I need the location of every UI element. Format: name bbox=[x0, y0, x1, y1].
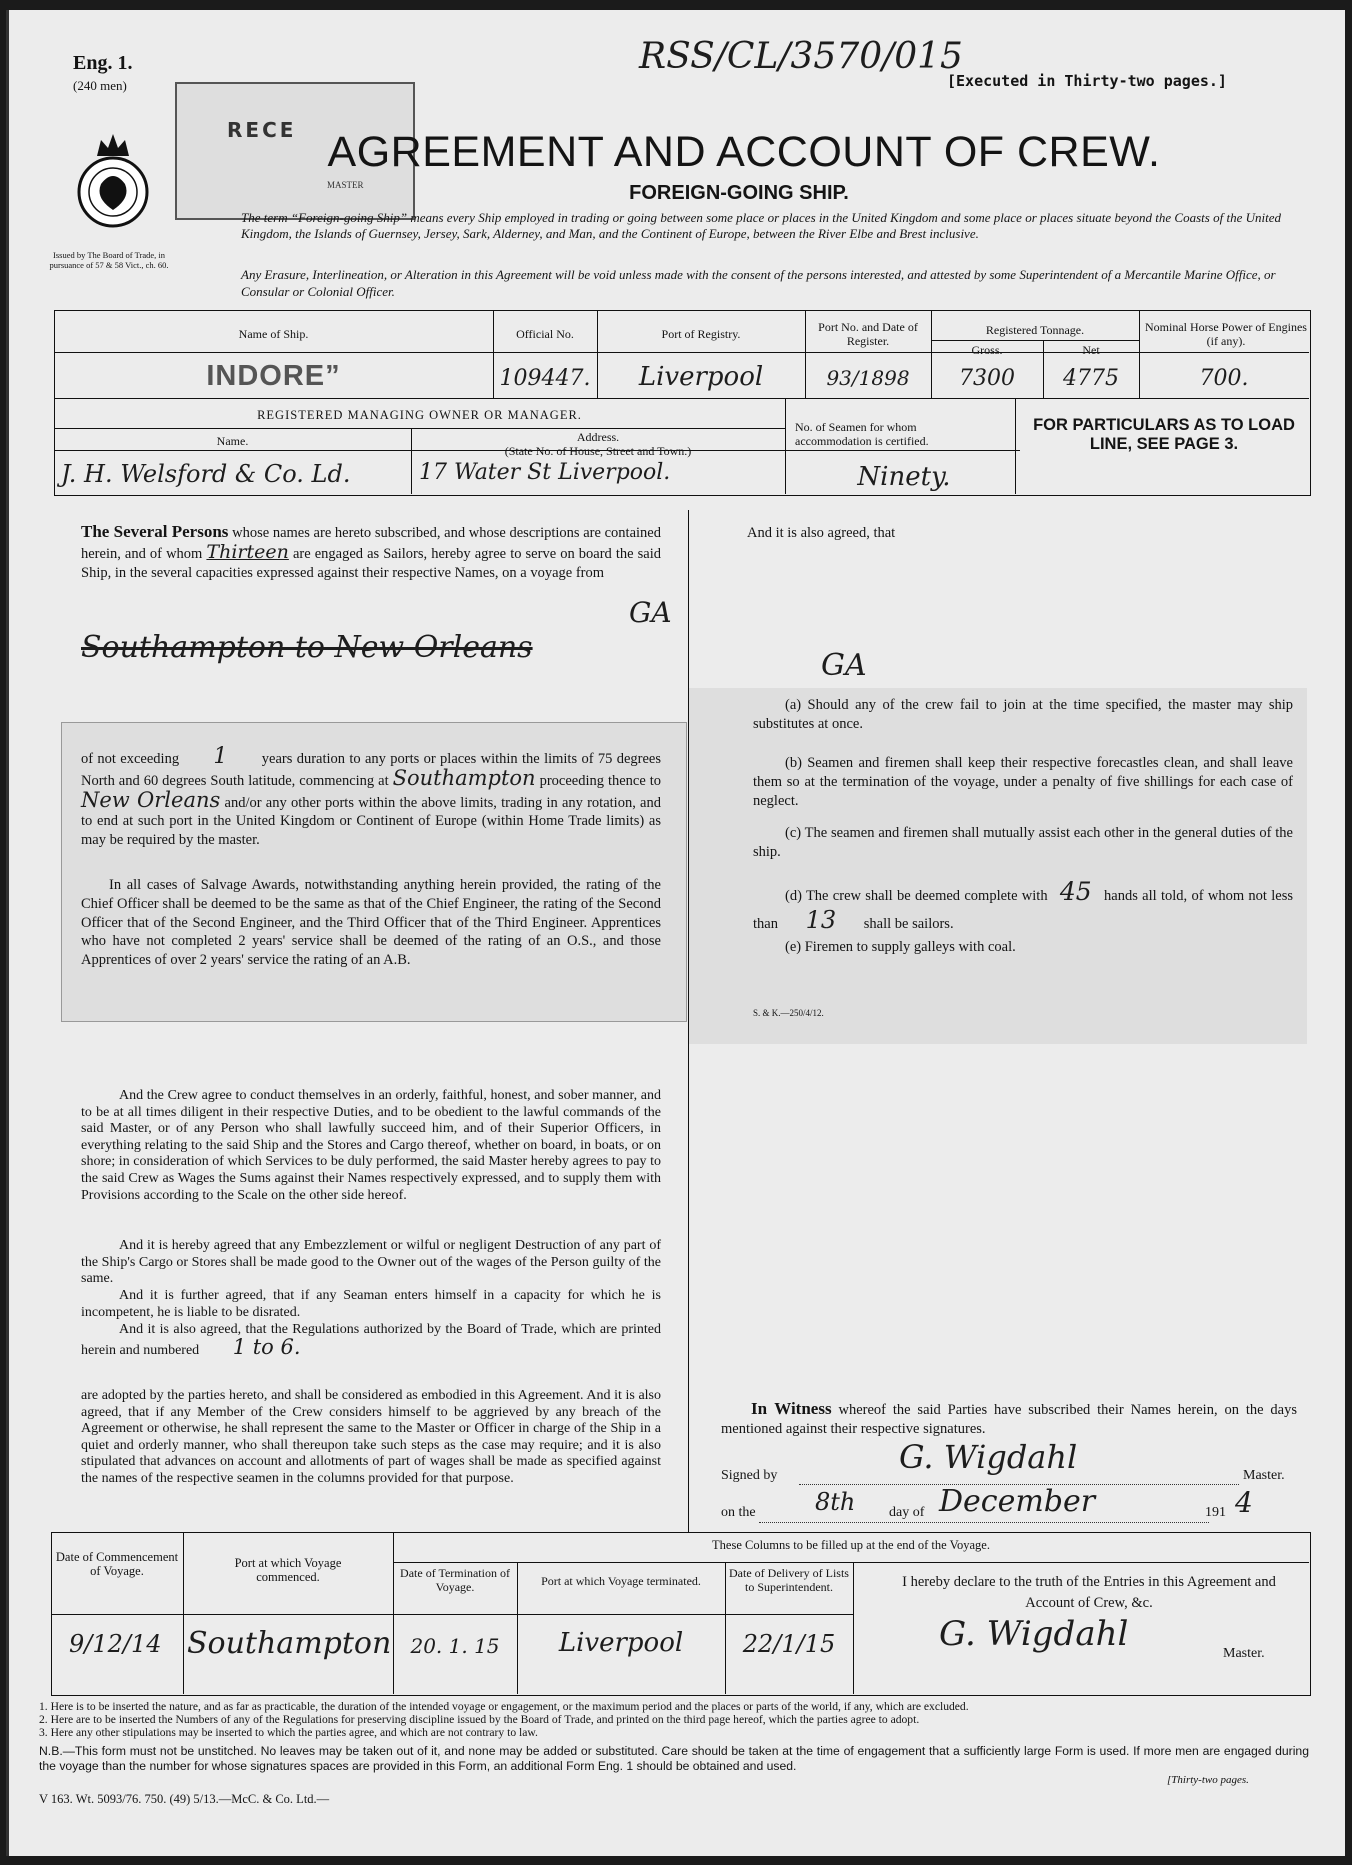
header-port-terminated: Port at which Voyage terminated. bbox=[541, 1574, 701, 1588]
issued-by: Issued by The Board of Trade, in pursuance of 57 & 58 Vict., ch. 60. bbox=[49, 250, 169, 270]
form-code: Eng. 1. bbox=[73, 52, 133, 74]
embezzlement-paragraph: And it is hereby agreed that any Embezzlement or wilful or negligent Destruction of any part of the Ship's Cargo or Stores shall be made good to the Owner out of the wages of the Person guilty of the same. bbox=[81, 1238, 661, 1287]
salvage-paragraph: In all cases of Salvage Awards, notwithstanding anything herein provided, the rating of the Chief Officer shall be deemed to be the same as that of the Chief Engineer, the rating of the Second Officer that of the Second Engineer, and the Third Officer that of the Third Engineer. Apprentices who have not completed 2 years' service shall be deemed of the rating of an O.S., and those Apprentices of over 2 years' service the rating of an A.B. bbox=[81, 877, 661, 969]
master-label: Master. bbox=[1243, 1468, 1285, 1483]
gross-value: 7300 bbox=[959, 366, 1015, 391]
grievance-paragraph: are adopted by the parties hereto, and shall be considered as embodied in this Agreement. And it is also agreed, that if any Member of the Crew considers himself to be aggrieved by any breach of the Agreement or otherwise, he shall represent the same to the Master or Officer in charge of the Ship in a quiet and orderly manner, who shall thereupon take such steps as the case may require; and it is also stipulated that advances on account and allotments of part of wages shall be made as specified against the names of the respective seamen in the columns provided for that purpose. bbox=[81, 1388, 661, 1486]
stamp-master: MASTER bbox=[327, 180, 364, 190]
official-no-value: 109447. bbox=[499, 366, 591, 391]
min-sailors-count: 13 bbox=[805, 906, 837, 934]
seamen-label: No. of Seamen for whom accommodation is certified. bbox=[795, 420, 929, 448]
header-delivery: Date of Delivery of Lists to Superintendent. bbox=[729, 1566, 849, 1594]
thirty-two-pages: [Thirty-two pages. bbox=[1167, 1774, 1249, 1786]
document-subtitle: FOREIGN-GOING SHIP. bbox=[629, 182, 849, 204]
year-prefix: 191 bbox=[1205, 1505, 1226, 1520]
commence-date-value: 9/12/14 bbox=[69, 1630, 162, 1658]
clause-d: (d) The crew shall be deemed complete with 45 hands all told, of whom not less than 13 shall be sailors. bbox=[753, 877, 1293, 934]
header-ship-name: Name of Ship. bbox=[238, 327, 309, 341]
clause-c: (c) The seamen and firemen shall mutually assist each other in the general duties of the ship. bbox=[753, 825, 1293, 860]
footnote-1: 1. Here is to be inserted the nature, and as far as practicable, the duration of the intended voyage or engagement, or the maximum period and the places or parts of the world, if any, which are excluded. bbox=[39, 1700, 969, 1713]
reference-number: RSS/CL/3570/015 bbox=[639, 36, 963, 77]
print-line: V 163. Wt. 5093/76. 750. (49) 5/13.—McC. & Co. Ltd.— bbox=[39, 1792, 330, 1806]
voyage-duration-paragraph: of not exceeding 1 years duration to any ports or places within the limits of 75 degrees North and 60 degrees South latitude, commencing at Southampton proceeding thence to New Orleans and/or any other ports within the above limits, trading in any rotation, and to end at such port in the United Kingdom or Continent of Europe (within Home Trade limits) as may be required by the master. bbox=[81, 744, 662, 849]
regulations-paragraph: And it is also agreed, that the Regulations authorized by the Board of Trade, which are printed herein and numbered 1 to 6. bbox=[81, 1322, 661, 1359]
owner-header: REGISTERED MANAGING OWNER OR MANAGER. bbox=[257, 408, 582, 422]
nb-note: N.B.—This form must not be unstitched. No leaves may be taken out of it, and none may be added or substituted. Care should be taken at the time of engagement that a sufficiently large Form is used. If more men are engaged during the voyage than the number for whose signatures spaces are provided in this Form, an additional Form Eng. 1 should be obtained and used. bbox=[39, 1744, 1309, 1773]
year-suffix: 4 bbox=[1235, 1486, 1253, 1519]
header-tonnage: Registered Tonnage. bbox=[985, 323, 1085, 337]
stamp-text: RECE bbox=[227, 118, 297, 142]
header-port-commenced: Port at which Voyage commenced. bbox=[234, 1556, 342, 1584]
conduct-paragraph: And the Crew agree to conduct themselves in an orderly, faithful, honest, and sober manner, and to be at all times diligent in their respective Duties, and to be obedient to the lawful commands of the said Master, or of any Person who shall lawfully succeed him, and of their Superior Officers, in everything relating to the said Ship and the Stores and Cargo thereof, whether on board, in boats, or on shore; in consideration of which Services to be duly performed, the said Master hereby agrees to pay to the said Crew as Wages the Sums against their Names respectively expressed, and to supply them with Provisions according to the Scale on the other side hereof. bbox=[81, 1088, 661, 1203]
document-title: AGREEMENT AND ACCOUNT OF CREW. bbox=[327, 128, 1161, 176]
end-voyage-note: These Columns to be filled up at the end of the Voyage. bbox=[712, 1538, 990, 1552]
ship-name-value: INDORE” bbox=[206, 360, 341, 392]
initials-right: GA bbox=[821, 648, 867, 683]
declaration-master-label: Master. bbox=[1223, 1646, 1265, 1661]
definition-foreign-going: The term “Foreign-going Ship” means every Ship employed in trading or going between some place or places in the United Kingdom and some place or places situate beyond the Coasts of the United Kingdom, the Islands of Guernsey, Jersey, Sark, Alderney, and Man, and the Continent of Europe, between the River Elbe and Brest inclusive. bbox=[241, 210, 1281, 241]
header-port-registry: Port of Registry. bbox=[661, 327, 741, 341]
footnote-3: 3. Here any other stipulations may be inserted to which the parties agree, and which are not contrary to law. bbox=[39, 1726, 538, 1739]
declaration-text: I hereby declare to the truth of the Entries in this Agreement and Account of Crew, &c. bbox=[902, 1574, 1276, 1611]
printer-mark: S. & K.—250/4/12. bbox=[753, 1008, 824, 1018]
port-no-value: 93/1898 bbox=[826, 366, 910, 390]
declaration-signature: G. Wigdahl bbox=[939, 1614, 1129, 1654]
day-of-label: day of bbox=[889, 1505, 925, 1520]
destination-port: New Orleans bbox=[81, 787, 221, 812]
royal-crest-icon bbox=[73, 126, 153, 236]
header-port-no: Port No. and Date of Register. bbox=[818, 320, 918, 348]
regulations-numbers: 1 to 6. bbox=[232, 1334, 301, 1359]
executed-note: [Executed in Thirty-two pages.] bbox=[947, 72, 1227, 90]
persons-heading: The Several Persons bbox=[81, 522, 229, 541]
seamen-count-value: Ninety. bbox=[857, 462, 951, 492]
on-the-label: on the bbox=[721, 1505, 756, 1520]
pasted-clauses-slip bbox=[689, 688, 1307, 1044]
sign-day: 8th bbox=[815, 1488, 856, 1516]
owner-name-label: Name. bbox=[216, 434, 249, 448]
sailors-count: Thirteen bbox=[206, 540, 289, 563]
header-net: Net bbox=[1082, 343, 1100, 357]
document-page bbox=[6, 10, 1345, 1856]
duration-years: 1 bbox=[213, 744, 228, 769]
master-signature: G. Wigdahl bbox=[899, 1438, 1078, 1476]
witness-paragraph: In Witness whereof the said Parties have subscribed their Names herein, on the days mentioned against their respective signatures. bbox=[721, 1399, 1298, 1437]
clause-a: (a) Should any of the crew fail to join at the time specified, the master may ship substitutes at once. bbox=[753, 697, 1293, 732]
hands-count: 45 bbox=[1059, 877, 1092, 906]
header-official-no: Official No. bbox=[516, 327, 574, 341]
struck-route: Southampton to New Orleans bbox=[81, 630, 533, 665]
load-line-note: FOR PARTICULARS AS TO LOAD LINE, SEE PAGE 3. bbox=[1033, 416, 1295, 453]
header-horse-power: Nominal Horse Power of Engines (if any). bbox=[1145, 320, 1307, 348]
header-termination: Date of Termination of Voyage. bbox=[400, 1566, 510, 1594]
clause-b: (b) Seamen and firemen shall keep their respective forecastles clean, and shall leave them so at the termination of the voyage, under a penalty of five shillings for each case of neglect. bbox=[753, 755, 1293, 809]
commence-port: Southampton bbox=[392, 765, 536, 790]
initials-left: GA bbox=[629, 596, 672, 629]
footnote-2: 2. Here are to be inserted the Numbers of any of the Regulations for preserving discipline issued by the Board of Trade, and printed on the third page hereof, which the parties agree to adopt. bbox=[39, 1713, 920, 1726]
signed-by-label: Signed by bbox=[721, 1468, 778, 1483]
witness-heading: In Witness bbox=[751, 1399, 832, 1418]
disrated-paragraph: And it is further agreed, that if any Seaman enters himself in a capacity for which he is incompetent, he is liable to be disrated. bbox=[81, 1288, 661, 1320]
net-value: 4775 bbox=[1063, 366, 1119, 391]
port-commenced-value: Southampton bbox=[187, 1626, 392, 1661]
owner-address-label: Address. (State No. of House, Street and Town.) bbox=[504, 430, 692, 458]
header-gross: Gross. bbox=[971, 343, 1003, 357]
sign-month: December bbox=[939, 1484, 1096, 1519]
clause-e: (e) Firemen to supply galleys with coal. bbox=[785, 939, 1016, 955]
also-agreed: And it is also agreed, that bbox=[747, 525, 896, 541]
owner-name-value: J. H. Welsford & Co. Ld. bbox=[61, 460, 351, 488]
horse-power-value: 700. bbox=[1199, 366, 1249, 391]
port-terminated-value: Liverpool bbox=[558, 1628, 684, 1658]
owner-address-value: 17 Water St Liverpool. bbox=[419, 460, 671, 485]
delivery-date-value: 22/1/15 bbox=[742, 1630, 836, 1658]
form-men: (240 men) bbox=[73, 78, 127, 93]
termination-date-value: 20. 1. 15 bbox=[410, 1634, 500, 1658]
definition-erasure: Any Erasure, Interlineation, or Alteration in this Agreement will be void unless made with the consent of the persons interested, and attested by some Superintendent of a Mercantile Marine Office, or Consular or Colonial Officer. bbox=[241, 267, 1276, 299]
header-commence-date: Date of Commencement of Voyage. bbox=[55, 1550, 179, 1578]
port-registry-value: Liverpool bbox=[638, 362, 764, 392]
persons-paragraph: The Several Persons whose names are hereto subscribed, and whose descriptions are contained herein, and of whom Thirteen are engaged as Sailors, hereby agree to serve on board the said Ship, in the several capacities expressed against their respective Names, on a voyage from bbox=[81, 522, 662, 581]
